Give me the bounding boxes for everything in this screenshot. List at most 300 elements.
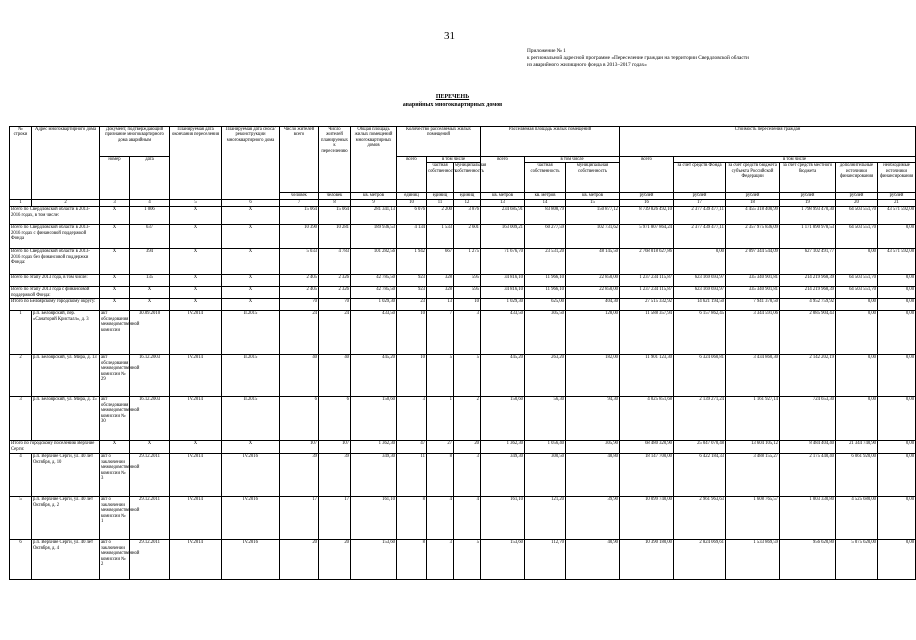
address-cell: р.п. Белоярский, ул. Мира, д. 15 (32, 397, 100, 441)
table-cell: 0,00 (878, 311, 916, 355)
column-number: 4 (130, 200, 170, 207)
table-cell: 1 362,30 (351, 441, 397, 454)
table-cell: 281 341,13 (351, 207, 397, 225)
table-cell: 23 (397, 299, 427, 311)
table-cell: 0,00 (836, 397, 878, 441)
header-area-incl: в том числе (525, 157, 620, 163)
table-cell: 305,90 (566, 441, 620, 454)
table-cell: 13 (427, 299, 454, 311)
table-cell: 39 (280, 454, 319, 497)
table-cell: 2 377 439 477,11 (674, 207, 726, 225)
table-cell: 1 533 869,59 (726, 540, 780, 580)
address-cell: р.п. Белоярский, ул. Мира, д. 13 (32, 355, 100, 397)
summary-row (10, 287, 916, 299)
table-cell: X (222, 207, 280, 225)
table-cell: 64 503 551,70 (836, 275, 878, 287)
table-cell: 637 (130, 225, 170, 249)
appendix-line: из аварийного жилищного фонда в 2013–2017 годах» (527, 62, 647, 68)
column-number: 21 (878, 200, 916, 207)
table-cell: X (100, 441, 130, 454)
header-rooms: Количество расселяемых жилых помещений (397, 127, 481, 157)
column-number: 10 (397, 200, 427, 207)
table-cell: 1 942 (397, 249, 427, 275)
column-number: 16 (620, 200, 674, 207)
address-cell: р.п. Белоярский, пер. «Санаторий Кристалл», д. 3 (32, 311, 100, 355)
row-number: 3 (10, 397, 32, 441)
summary-label: Всего по этапу 2013 года с финансовой поддержкой Фонда: (10, 287, 100, 299)
table-cell: акт обследования межведомственной комиссии (100, 311, 130, 355)
table-cell: X (170, 249, 222, 275)
table-cell: 234 685,91 (481, 207, 525, 225)
table-cell: 150,60 (481, 397, 525, 441)
table-cell: 6 (280, 397, 319, 441)
table-cell: 42 785,50 (351, 275, 397, 287)
table-cell: 11 (397, 454, 427, 497)
table-cell: 189 936,53 (351, 225, 397, 249)
header-document: Документ, подтверждающий признание многоквартирного дома аварийным (100, 127, 170, 157)
summary-label: Итого по Белоярскому городскому округу: (10, 299, 100, 311)
table-cell: 627 102 491,77 (780, 249, 836, 275)
header-planned-demolition: Планируемая дата сноса/ реконструкции многоквартирного дома (222, 127, 280, 200)
table-cell: 2 200 (427, 207, 454, 225)
table-cell: акт о заключении межведомственной комиссии № 1 (100, 497, 130, 540)
summary-label: Итого по городскому поселению Верхние Серги: (10, 441, 100, 454)
column-number: 13 (481, 200, 525, 207)
header-cost-incl: в том числе (674, 157, 916, 163)
table-cell: 2 097 344 544,09 (726, 249, 780, 275)
table-cell: 27 515 332,92 (620, 299, 674, 311)
table-cell: 1 237 234 115,87 (620, 275, 674, 287)
unit-cell: рублей (674, 193, 726, 200)
table-cell: 2 142 202,19 (780, 355, 836, 397)
table-cell: 14 621 194,50 (674, 299, 726, 311)
header-doc-number: номер (100, 157, 130, 200)
table-cell: 40 (319, 355, 351, 397)
table-cell: 2 377 439 477,11 (674, 225, 726, 249)
table-cell: 4 (454, 497, 481, 540)
address-cell: р.п. Верхние Серги, ул. 40 лет Октября, д. 4 (32, 540, 100, 580)
house-row (10, 497, 916, 540)
unit-cell: кв. метров (525, 193, 566, 200)
table-cell: 3 (454, 311, 481, 355)
table-cell: 0,00 (878, 275, 916, 287)
table-cell: 64 503 551,70 (836, 287, 878, 299)
table-cell: 10 281 (319, 225, 351, 249)
table-cell: 0,00 (836, 299, 878, 311)
table-cell: 11 966,10 (525, 287, 566, 299)
table-cell: 23 531,20 (525, 249, 566, 275)
table-cell: 150 877,12 (566, 207, 620, 225)
table-cell: 64 503 551,70 (836, 207, 878, 225)
table-cell: 29.12.2011 (130, 540, 170, 580)
table-cell: 1 608 765,57 (726, 497, 780, 540)
row-number: 2 (10, 355, 32, 397)
table-cell: 623 169 693,97 (674, 287, 726, 299)
table-cell: 2 961 963,63 (674, 497, 726, 540)
table-cell: 5 (454, 355, 481, 397)
table-cell: 18 147 700,00 (620, 454, 674, 497)
table-cell: 623 169 693,97 (674, 275, 726, 287)
table-cell: X (100, 275, 130, 287)
table-cell: 34 816,10 (481, 275, 525, 287)
table-cell: 40 (280, 355, 319, 397)
row-number: 6 (10, 540, 32, 580)
table-cell: 263,20 (525, 355, 566, 397)
address-cell: р.п. Верхние Серги, ул. 40 лет Октября, д. 10 (32, 454, 100, 497)
header-planned-end: Планируемая дата окончания переселения (170, 127, 222, 200)
table-cell: 0,00 (836, 249, 878, 275)
table-cell: 3 344 591,06 (726, 311, 780, 355)
appendix-note (527, 48, 887, 69)
table-cell: 20 (319, 540, 351, 580)
appendix-line: Приложение № 1 (527, 48, 566, 54)
table-cell: II.2015 (222, 355, 280, 397)
table-cell: 328 (427, 275, 454, 287)
table-cell: 43 571 592,00 (878, 207, 916, 225)
header-num: № строки (10, 127, 32, 200)
unit-cell: кв. метров (351, 193, 397, 200)
table-cell: 48,80 (566, 454, 620, 497)
table-cell: 6 422 184,33 (674, 454, 726, 497)
unit-cell: единиц (454, 193, 481, 200)
table-cell: 404,30 (566, 299, 620, 311)
table-cell: 4 134 (397, 225, 427, 249)
table-cell: 107 (319, 441, 351, 454)
table-cell: X (170, 225, 222, 249)
unit-cell: кв. метров (566, 193, 620, 200)
header-area-total: всего (481, 157, 525, 193)
table-cell: 13 604 105,12 (726, 441, 780, 454)
table-cell: 10 (397, 355, 427, 397)
table-cell: 394 (130, 249, 170, 275)
header-rooms-private: частная собственность (427, 163, 454, 193)
table-cell: 24 (319, 311, 351, 355)
house-row (10, 397, 916, 441)
table-cell: 1 161 927,14 (726, 397, 780, 441)
table-cell: 667 (427, 249, 454, 275)
table-cell: 956 620,80 (780, 540, 836, 580)
address-cell: р.п. Верхние Серги, ул. 40 лет Октября, д. 2 (32, 497, 100, 540)
table-cell: IV.2016 (222, 454, 280, 497)
summary-row (10, 275, 916, 287)
table-cell: 0,00 (878, 355, 916, 397)
table-cell: X (100, 287, 130, 299)
table-cell: 43 571 592,00 (878, 249, 916, 275)
table-cell: 112,70 (525, 540, 566, 580)
table-cell: 0,00 (878, 287, 916, 299)
unit-cell: рублей (620, 193, 674, 200)
table-cell: 10 390 (280, 225, 319, 249)
table-cell: 22 850,00 (566, 275, 620, 287)
table-cell: 445,20 (481, 355, 525, 397)
header-area: Расселяемая площадь жилых помещений (481, 127, 620, 157)
table-cell: 7 (427, 311, 454, 355)
table-cell: 10 390 180,00 (620, 540, 674, 580)
table-cell: 1 003 330,80 (780, 497, 836, 540)
table-cell: 0,00 (674, 249, 726, 275)
table-cell: акт о заключении межведомственной комиссии № 2 (100, 540, 130, 580)
header-cost: Стоимость переселения граждан (620, 127, 916, 157)
unit-cell: рублей (836, 193, 878, 200)
table-cell: 48 145,50 (566, 249, 620, 275)
table-cell: 10 099 740,00 (620, 497, 674, 540)
table-cell: 20 (454, 441, 481, 454)
table-cell: 6 157 862,45 (674, 311, 726, 355)
table-cell: 10 (397, 311, 427, 355)
table-cell: 3 876 (454, 207, 481, 225)
house-row (10, 540, 916, 580)
table-cell: X (100, 249, 130, 275)
table-cell: 21 344 740,90 (836, 441, 878, 454)
table-cell: 445,20 (351, 355, 397, 397)
table-cell: 0,00 (836, 311, 878, 355)
table-cell: 923 (397, 275, 427, 287)
house-row (10, 311, 916, 355)
table-cell: 214 219 968,39 (780, 275, 836, 287)
header-area-municipal: муниципальная собственность (566, 163, 620, 193)
table-cell: 5 075 620,00 (836, 540, 878, 580)
table-cell: 83 808,79 (525, 207, 566, 225)
table-cell: IV.2014 (170, 355, 222, 397)
summary-row (10, 299, 916, 311)
table-cell: 8 (397, 497, 427, 540)
row-number: 1 (10, 311, 32, 355)
table-cell: 5 (454, 540, 481, 580)
table-cell: 121,20 (525, 497, 566, 540)
header-residents-planned: Число жителей планируемых к переселению (319, 127, 351, 193)
table-cell: 8 (427, 454, 454, 497)
header-cost-fund: за счет средств Фонда (674, 163, 726, 193)
summary-label: Всего по Свердловской области в 2013-2016 годах без финансовой поддержки Фонда: (10, 249, 100, 275)
column-number: 18 (726, 200, 780, 207)
unit-cell: единиц (427, 193, 454, 200)
table-cell: 625,00 (525, 299, 566, 311)
table-cell: 5 (427, 355, 454, 397)
unit-cell: человек (319, 193, 351, 200)
table-cell: 40,90 (566, 540, 620, 580)
header-doc-date: дата (130, 157, 170, 200)
header-cost-needed: необходимые источники финансирования (878, 163, 916, 193)
table-cell: 163 009,21 (481, 225, 525, 249)
table-cell: 102 731,62 (566, 225, 620, 249)
table-cell: 71 676,70 (481, 249, 525, 275)
table-cell: акт обследования межведомственной комиссии № 29 (100, 355, 130, 397)
table-cell: 1 533 (427, 225, 454, 249)
emergency-houses-table (9, 126, 916, 580)
table-cell: 0,00 (878, 454, 916, 497)
table-cell: 70 (319, 299, 351, 311)
table-cell: 595 (454, 275, 481, 287)
table-cell: 7 941 378,50 (726, 299, 780, 311)
column-number: 19 (780, 200, 836, 207)
table-cell: X (222, 441, 280, 454)
table-cell: II.2015 (222, 397, 280, 441)
table-cell: 2 824 069,61 (674, 540, 726, 580)
table-cell: 1 006 (130, 207, 170, 225)
table-cell: 11 588 357,94 (620, 311, 674, 355)
column-number: 7 (280, 200, 319, 207)
table-cell: 128,00 (566, 311, 620, 355)
table-cell: X (222, 249, 280, 275)
table-cell: IV.2014 (170, 540, 222, 580)
table-cell: 0,00 (836, 355, 878, 397)
column-number: 20 (836, 200, 878, 207)
table-cell: 6 076 (397, 207, 427, 225)
header-residents: Число жителей всего (280, 127, 319, 193)
appendix-line: к региональной адресной программе «Переселение граждан на территории Свердловской области (527, 55, 749, 61)
table-cell: 1 056,40 (525, 441, 566, 454)
table-cell: 5 033 (280, 249, 319, 275)
table-cell: 349,30 (351, 454, 397, 497)
table-cell: 2 (454, 397, 481, 441)
table-cell: 2 768 018 627,86 (620, 249, 674, 275)
table-cell: X (100, 299, 130, 311)
table-cell: 1 362,30 (481, 441, 525, 454)
table-cell: 2 357 975 836,09 (726, 225, 780, 249)
summary-label: Всего по Свердловской области в 2013-2016 годах с финансовой поддержкой Фонда (10, 225, 100, 249)
table-cell: 4 455 318 400,99 (726, 207, 780, 225)
unit-cell: человек (280, 193, 319, 200)
table-cell: 94,30 (566, 397, 620, 441)
header-rooms-municipal: муниципальная собственность (454, 163, 481, 193)
table-cell: 595 (454, 287, 481, 299)
table-cell: 182,00 (566, 355, 620, 397)
table-cell: X (130, 441, 170, 454)
table-cell: X (222, 287, 280, 299)
table-cell: 153,60 (481, 540, 525, 580)
table-cell: 101 282,56 (351, 249, 397, 275)
column-number: 17 (674, 200, 726, 207)
table-cell: 1 237 234 115,87 (620, 287, 674, 299)
document-title (0, 93, 905, 109)
table-cell: 3 488 155,27 (726, 454, 780, 497)
header-cost-total: всего (620, 157, 674, 193)
table-cell: 16.12.2003 (130, 355, 170, 397)
column-number: 11 (427, 200, 454, 207)
table-cell: 433,50 (351, 311, 397, 355)
table-cell: 1 029,30 (351, 299, 397, 311)
summary-label: Всего по Свердловской области в 2013-2016 годах, в том числе: (10, 207, 100, 225)
header-cost-subject: за счет средств бюджета субъекта Российской Федерации (726, 163, 780, 193)
table-cell: 2 405 (280, 275, 319, 287)
table-cell: 335 340 901,81 (726, 275, 780, 287)
table-cell: 1 798 993 470,30 (780, 207, 836, 225)
header-cost-extra: дополнительные источники финансирования (836, 163, 878, 193)
table-cell: 2 405 (280, 287, 319, 299)
table-cell: 1 029,30 (481, 299, 525, 311)
table-cell: 70 (280, 299, 319, 311)
table-cell: 25 047 070,48 (674, 441, 726, 454)
column-number: 9 (351, 200, 397, 207)
title-line: ПЕРЕЧЕНЬ (435, 94, 470, 100)
summary-label: Всего по этапу 2013 года, в том числе: (10, 275, 100, 287)
table-cell: 22 850,00 (566, 287, 620, 299)
table-cell: 4 525 680,00 (836, 497, 878, 540)
header-total-area: Общая площадь жилых помещений многоквартирных домов (351, 127, 397, 193)
table-cell: 16.12.2003 (130, 397, 170, 441)
table-cell: 2 139 271,24 (674, 397, 726, 441)
table-cell: 2 175 440,40 (780, 454, 836, 497)
table-cell: 0,00 (878, 441, 916, 454)
table-cell: X (222, 275, 280, 287)
table-cell: 0,00 (878, 540, 916, 580)
table-cell: 47 (397, 441, 427, 454)
column-number: 2 (32, 200, 100, 207)
table-cell: 8 739 826 492,10 (620, 207, 674, 225)
table-cell: 3 (454, 454, 481, 497)
table-cell: 8 484 404,40 (780, 441, 836, 454)
table-cell: 10 (454, 299, 481, 311)
row-number: 5 (10, 497, 32, 540)
table-cell: 335 340 901,81 (726, 287, 780, 299)
table-cell: 2 085 904,43 (780, 311, 836, 355)
column-number: 1 (10, 200, 32, 207)
table-cell: 60 277,59 (525, 225, 566, 249)
table-cell: 17 (280, 497, 319, 540)
table-cell: 24 (280, 311, 319, 355)
table-cell: 39,90 (566, 497, 620, 540)
table-cell: 161,10 (351, 497, 397, 540)
column-number: 5 (170, 200, 222, 207)
table-cell: 39 (319, 454, 351, 497)
table-cell: 300,50 (525, 454, 566, 497)
house-row (10, 454, 916, 497)
table-cell: акт обследования межведомственной комиссии № 30 (100, 397, 130, 441)
table-cell: 135 (130, 275, 170, 287)
table-cell: 161,10 (481, 497, 525, 540)
title-line: аварийных многоквартирных домов (402, 102, 503, 108)
table-cell: 0,00 (878, 299, 916, 311)
table-cell: 4 025 851,68 (620, 397, 674, 441)
table-cell: 1 (427, 397, 454, 441)
table-cell: IV.2014 (170, 397, 222, 441)
table-cell: 11 966,10 (525, 275, 566, 287)
header-area-private: частная собственность (525, 163, 566, 193)
table-cell: X (222, 225, 280, 249)
column-number: 6 (222, 200, 280, 207)
table-cell: 56,30 (525, 397, 566, 441)
header-rooms-incl: в том числе (427, 157, 481, 163)
table-cell: X (170, 287, 222, 299)
table-cell: 0,00 (878, 225, 916, 249)
table-cell: X (222, 299, 280, 311)
table-cell: IV.2016 (222, 540, 280, 580)
column-number: 15 (566, 200, 620, 207)
table-cell: IV.2016 (222, 497, 280, 540)
summary-row (10, 207, 916, 225)
header-rooms-total: всего (397, 157, 427, 193)
table-cell: 64 503 551,70 (836, 225, 878, 249)
table-cell: 68 480 320,90 (620, 441, 674, 454)
table-cell: 923 (397, 287, 427, 299)
table-cell: 30.09.2010 (130, 311, 170, 355)
table-cell: 20 (280, 540, 319, 580)
table-cell: 6 (319, 397, 351, 441)
unit-cell: рублей (726, 193, 780, 200)
summary-row (10, 225, 916, 249)
table-cell: X (130, 299, 170, 311)
table-cell: 2 326 (319, 287, 351, 299)
table-cell: 433,50 (481, 311, 525, 355)
table-cell: 6 061 920,00 (836, 454, 878, 497)
table-cell: 5 971 807 864,24 (620, 225, 674, 249)
table-cell: X (100, 225, 130, 249)
table-cell: 4 952 759,92 (780, 299, 836, 311)
table-cell: 3 434 860,30 (726, 355, 780, 397)
table-cell: X (130, 287, 170, 299)
table-cell: IV.2014 (170, 454, 222, 497)
table-cell: 724 653,30 (780, 397, 836, 441)
